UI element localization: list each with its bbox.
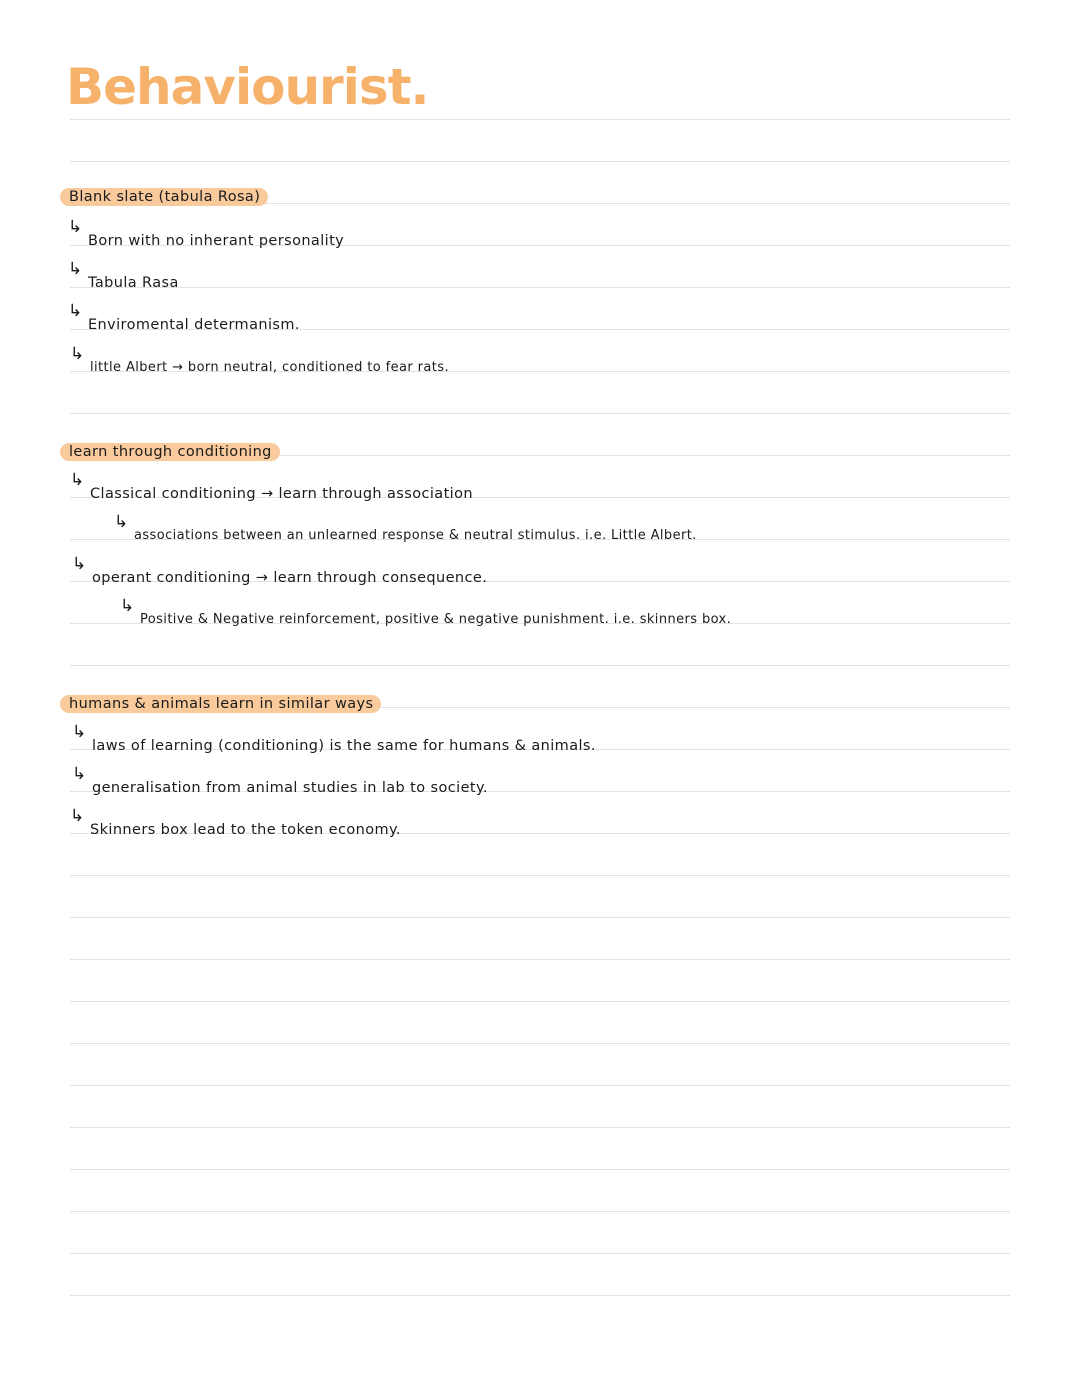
ruled-line	[70, 1295, 1010, 1296]
ruled-line	[70, 1085, 1010, 1086]
ruled-line	[70, 1169, 1010, 1170]
list-item-text: associations between an unlearned response & neutral stimulus. i.e. Little Albert.	[134, 528, 697, 543]
list-item-text: little Albert → born neutral, conditioned to fear rats.	[90, 360, 449, 375]
page-title: Behaviourist.	[66, 58, 429, 116]
list-item-text: Skinners box lead to the token economy.	[90, 822, 401, 838]
ruled-line	[70, 1211, 1010, 1212]
return-arrow-icon: ↳	[72, 722, 87, 742]
ruled-line	[70, 665, 1010, 666]
ruled-line	[70, 917, 1010, 918]
return-arrow-icon: ↳	[70, 344, 85, 364]
return-arrow-icon: ↳	[68, 301, 83, 321]
ruled-line	[70, 287, 1010, 288]
return-arrow-icon: ↳	[70, 470, 85, 490]
list-item-text: Tabula Rasa	[88, 275, 179, 291]
ruled-line	[70, 1253, 1010, 1254]
section-heading: learn through conditioning	[60, 443, 280, 461]
return-arrow-icon: ↳	[68, 259, 83, 279]
list-item-text: operant conditioning → learn through consequence.	[92, 570, 488, 586]
list-item-text: laws of learning (conditioning) is the same for humans & animals.	[92, 738, 596, 754]
list-item-text: generalisation from animal studies in lab to society.	[92, 780, 488, 796]
section-heading: humans & animals learn in similar ways	[60, 695, 381, 713]
ruled-line	[70, 959, 1010, 960]
ruled-line	[70, 1001, 1010, 1002]
return-arrow-icon: ↳	[72, 554, 87, 574]
return-arrow-icon: ↳	[114, 512, 129, 532]
ruled-line	[70, 119, 1010, 120]
return-arrow-icon: ↳	[120, 596, 135, 616]
return-arrow-icon: ↳	[72, 764, 87, 784]
list-item-text: Classical conditioning → learn through association	[90, 486, 473, 502]
return-arrow-icon: ↳	[70, 806, 85, 826]
ruled-line	[70, 161, 1010, 162]
list-item-text: Enviromental determanism.	[88, 317, 300, 333]
section-heading: Blank slate (tabula Rosa)	[60, 188, 268, 206]
ruled-line	[70, 875, 1010, 876]
list-item-text: Positive & Negative reinforcement, positive & negative punishment. i.e. skinners box.	[140, 612, 732, 627]
ruled-line	[70, 413, 1010, 414]
ruled-line	[70, 1043, 1010, 1044]
return-arrow-icon: ↳	[68, 217, 83, 237]
list-item-text: Born with no inherant personality	[88, 233, 345, 249]
ruled-line	[70, 1127, 1010, 1128]
